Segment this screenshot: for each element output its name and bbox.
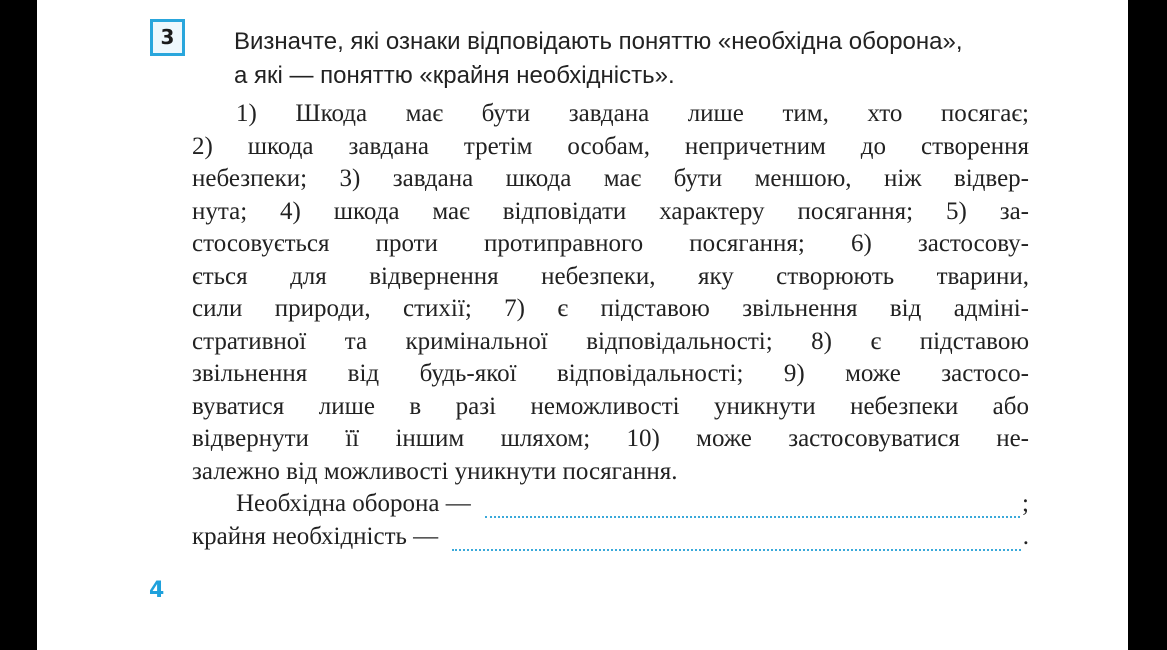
body-line: стративної та кримінальної відповідальності; 8) є підставою	[192, 327, 1029, 355]
body-line: небезпеки; 3) завдана шкода має бути меншою, ніж відвер-	[192, 165, 1029, 192]
answer-end-punct: ;	[1022, 490, 1029, 517]
body-line: сили природи, стихії; 7) є підставою звільнення від адміні-	[192, 295, 1029, 322]
answer-extreme-necessity	[192, 521, 1029, 554]
body-line: 1) Шкода має бути завдана лише тим, хто посягає;	[236, 100, 1029, 127]
task-prompt	[234, 25, 1034, 93]
task-number-badge: 3	[150, 19, 185, 56]
textbook-page	[37, 0, 1128, 650]
task-body	[192, 98, 1029, 553]
body-line: відвернути її іншим шляхом; 10) може застосовуватися не-	[192, 425, 1029, 452]
body-line: стосовується проти протиправного посягання; 6) застосову-	[192, 230, 1029, 257]
page-number: 4	[149, 578, 165, 603]
answer-label: Необхідна оборона —	[236, 490, 471, 517]
answer-fill-in-line[interactable]	[452, 531, 1021, 551]
answer-label: крайня необхідність —	[192, 522, 439, 550]
prompt-line-2: а які — поняттю «крайня необхідність».	[234, 62, 675, 89]
body-line: 2) шкода завдана третім особам, непричетним до створення	[192, 132, 1029, 160]
answer-necessary-defense	[192, 488, 1029, 521]
body-line: залежно від можливості уникнути посягання.	[192, 457, 678, 485]
body-line: ється для відвернення небезпеки, яку створюють тварини,	[192, 262, 1029, 290]
answer-fill-in-line[interactable]	[485, 498, 1020, 518]
answer-end-punct: .	[1022, 522, 1029, 550]
body-line: вуватися лише в разі неможливості уникнути небезпеки або	[192, 392, 1029, 420]
body-line: звільнення від будь-якої відповідальності; 9) може застосо-	[192, 360, 1029, 387]
body-line: нута; 4) шкода має відповідати характеру посягання; 5) за-	[192, 197, 1029, 225]
prompt-line-1: Визначте, які ознаки відповідають поняттю «необхідна оборона»,	[234, 28, 963, 55]
